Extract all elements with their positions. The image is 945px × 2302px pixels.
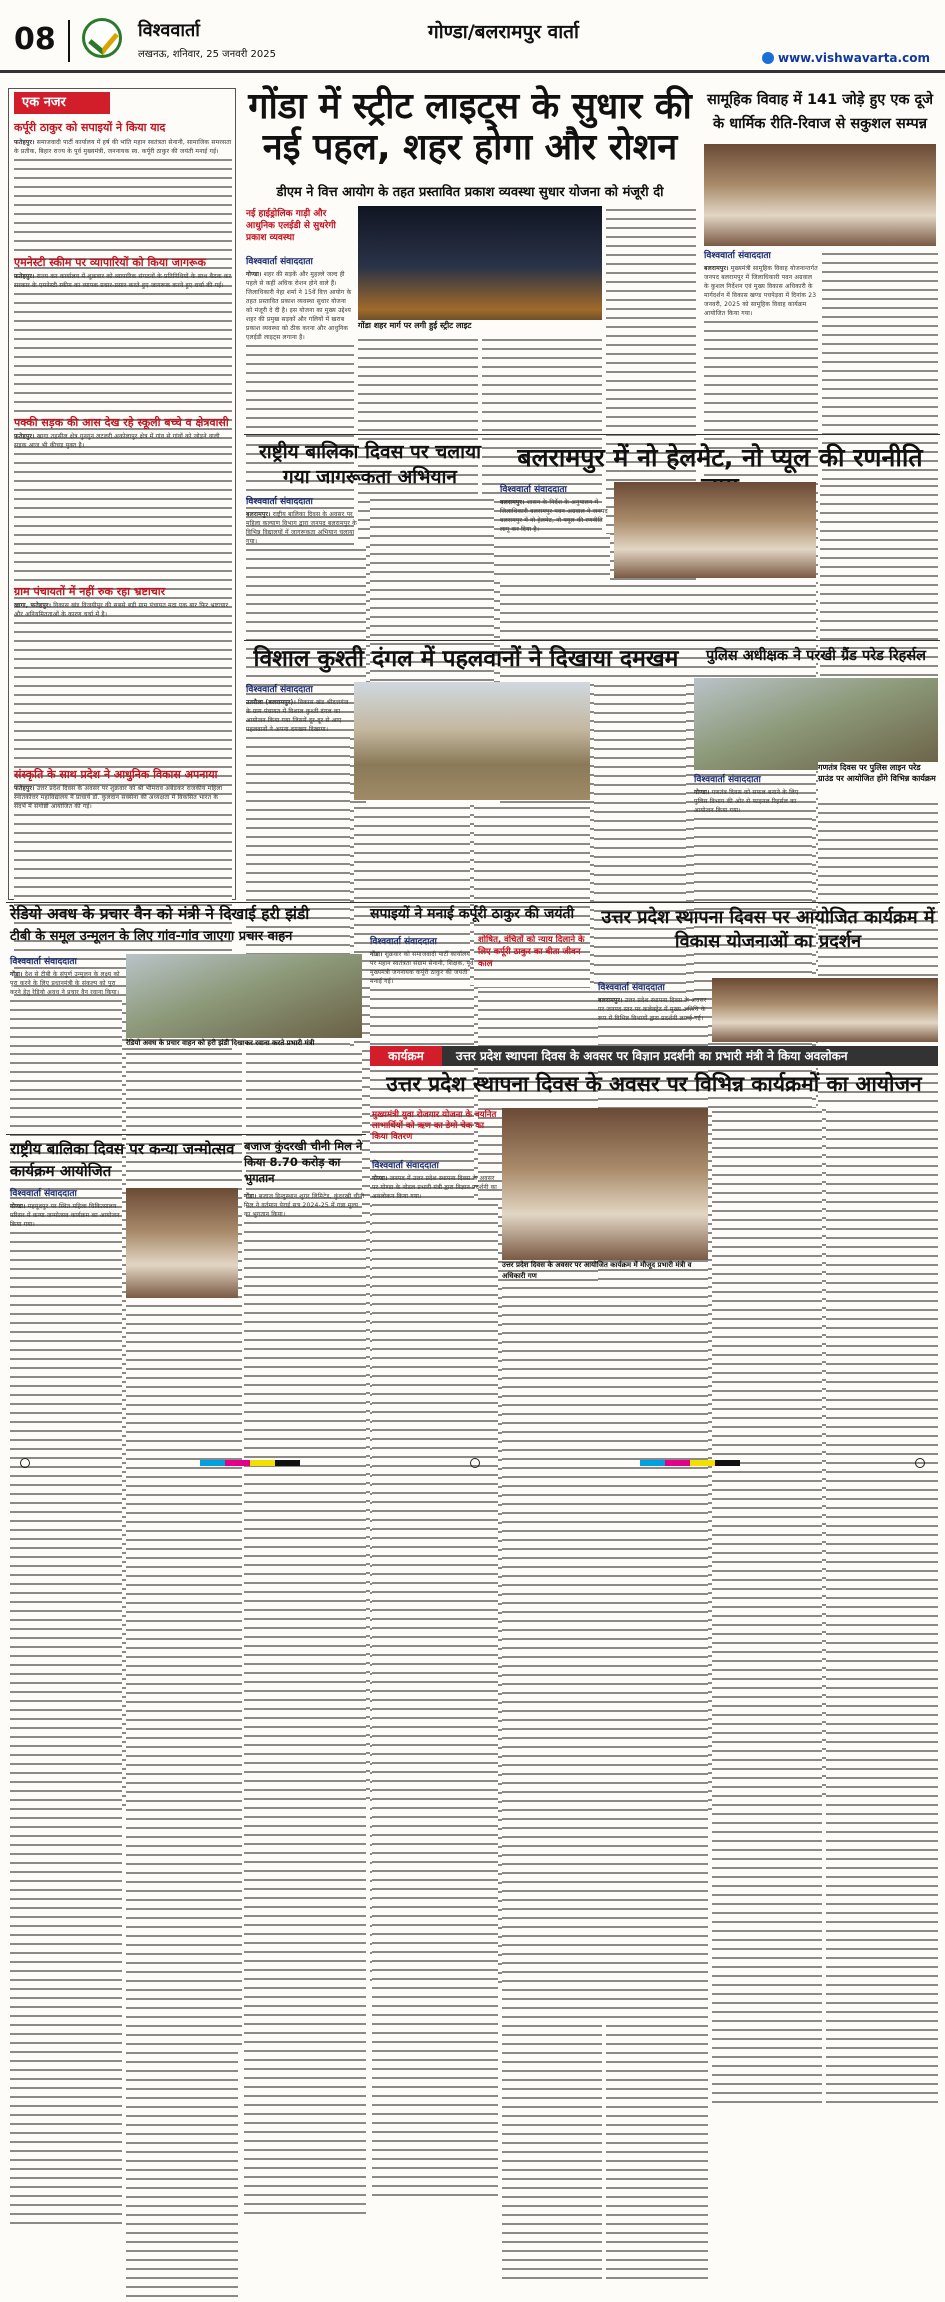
lead-body-cont [482, 336, 602, 428]
registration-mark-icon [20, 1458, 30, 1468]
website-link[interactable]: www.vishwavarta.com [762, 50, 932, 66]
vivah-body-cont [822, 250, 938, 428]
up-diwas-photo [712, 978, 938, 1042]
karyakram-body-cont [502, 1284, 602, 1442]
sidebar-item-title: ग्राम पंचायतों में नहीं रुक रहा भ्रष्टाचार [14, 585, 166, 598]
byline: विश्ववार्ता संवाददाता [694, 775, 761, 785]
cmyk-bar [200, 1460, 300, 1466]
radio-van-photo [126, 954, 362, 1038]
byline: विश्ववार्ता संवाददाता [370, 937, 437, 947]
radio-headline: रेडियो अवध के प्रचार वैन को मंत्री ने दिखाई हरी झंडी [10, 905, 310, 923]
vivah-headline: सामूहिक विवाह में 141 जोड़े हुए एक दूजे के धार्मिक रीति-रिवाज से सकुशल सम्पन्न [706, 92, 934, 132]
helmet-body [500, 498, 610, 578]
parade-photo [694, 678, 938, 770]
ek-nazar-tag: एक नजर [14, 92, 110, 114]
chini-dateline: गोंडा। [244, 1193, 257, 1200]
sidebar-item-text: विकास खंड विजयीपुर की सबसे बड़ी ग्राम पंचायत मदा एक बार फिर भ्रष्टाचार और अनियमितताओं के कारण चर्चा में है। [14, 602, 229, 618]
sidebar-item-text: उत्तर प्रदेश दिवस के अवसर पर शुक्रवार को श्री भीमराव अंबेडकर राजकीय महिला स्नातकोत्तर महाविद्यालय में प्राचार्य डॉ. कुलदान सक्सेना की अध्यक्षता में विकसित भारत के संदर्भ में संगोष्ठी आयोजित की गई। [14, 785, 223, 810]
helmet-text: शासन के निर्देश के अनुपालन में जिलाधिकारी बलरामपुर पवन अग्रवाल ने जनपद बलरामपुर में नो हेलमेट, नो फ्यूल की रणनीति लागू कर दिया है। [500, 499, 608, 533]
registration-mark-icon [915, 1458, 925, 1468]
vivah-dateline: बलरामपुर। [704, 265, 729, 272]
sidebar-item-lead: फतेहपुर। [14, 273, 35, 280]
karyakram-body-cont [826, 1108, 938, 1442]
helmet-body-cont [820, 482, 938, 636]
karyakram-highlight: मुख्यमंत्री युवा रोजगार योजना के वयनित लाभार्थियों को ऋण का डेमो चेक का किया वितरण [372, 1110, 497, 1142]
sidebar-item-title: एमनेस्टी स्कीम पर व्यापारियों को किया जागरूक [14, 256, 207, 269]
parade-dateline: गोण्डा। [694, 789, 710, 796]
byline: विश्ववार्ता संवाददाता [246, 685, 313, 695]
karpoori-body [370, 950, 474, 1042]
parade-caption: गणतंत्र दिवस पर पुलिस लाइन परेड ग्राउंड पर आयोजित होंगे विभिन्न कार्यक्रम [818, 762, 938, 796]
dateline: लखनऊ, शनिवार, 25 जनवरी 2025 [138, 49, 276, 60]
lead-body-cont [358, 336, 478, 428]
divider [6, 902, 940, 903]
header-rule [0, 70, 945, 73]
chini-headline: बजाज कुंदरखी चीनी मिल ने किया 8.70 करोड़ का भुगतान [244, 1139, 363, 1185]
byline: विश्ववार्ता संवाददाता [372, 1161, 439, 1171]
mass-wedding-photo [704, 144, 936, 246]
lead-dateline: गोण्डा। [246, 271, 262, 278]
helmet-dateline: बलरामपुर। [500, 499, 525, 506]
kanya-headline: राष्ट्रीय बालिका दिवस पर कन्या जन्मोत्सव कार्यक्रम आयोजित [10, 1140, 235, 1180]
karyakram-body [372, 1174, 498, 1442]
byline: विश्ववार्ता संवाददाता [246, 257, 313, 267]
karpoori-dateline: गोंडा। [370, 951, 383, 958]
karyakram-bar: उत्तर प्रदेश स्थापना दिवस के अवसर पर विज्ञान प्रदर्शनी का प्रभारी मंत्री ने किया अवलोकन [370, 1046, 938, 1066]
byline: विश्ववार्ता संवाददाता [704, 251, 771, 261]
byline: विश्ववार्ता संवाददाता [598, 983, 665, 993]
karyakram-headline: उत्तर प्रदेश स्थापना दिवस के अवसर पर विभिन्न कार्यक्रमों का आयोजन [386, 1072, 922, 1096]
vivah-body [704, 264, 818, 428]
up-diwas-headline: उत्तर प्रदेश स्थापना दिवस पर आयोजित कार्यक्रम में विकास योजनाओं का प्रदर्शन [601, 907, 935, 952]
karpoori-headline: सपाइयों ने मनाई कर्पूरी ठाकुर की जयंती [370, 906, 575, 922]
radio-text: देश से टीबी के संपूर्ण उन्मूलन के लक्ष्य को पूरा करने के लिए प्रधानमंत्री के संकल्प को पूरा करने हेतु रेडियो अवध ने प्रचार वैन रवाना किया। [10, 971, 120, 996]
lead-body [246, 270, 354, 428]
balika-body [246, 510, 366, 636]
chini-text: बजाज हिन्दुस्थान शुगर लिमिटेड, कुंदरखी चीनी मिल ने वर्तमान पेराई सत्र 2024-25 में गन्ना मूल्य का भुगतान किया। [244, 1193, 365, 1218]
lead-highlight: नई हाईड्रोलिक गाड़ी और आधुनिक एलईडी से सुधरेगी प्रकाश व्यवस्था [246, 209, 336, 243]
radio-subhead: टीबी के समूल उन्मूलन के लिए गांव-गांव जाएगा प्रचार वाहन [10, 929, 293, 944]
balika-text: राष्ट्रीय बालिका दिवस के अवसर पर महिला कल्याण विभाग द्वारा जनपद बलरामपुर के विभिन्न विद्यालयों में जागरूकता अभियान चलाया गया। [246, 511, 357, 545]
karyakram-text: जनपद में उत्तर प्रदेश स्थापना दिवस के अवसर पर गोण्डा के नोडल प्रभारी मंत्री द्वारा विज्ञान प्रदर्शनी का अवलोकन किया गया। [372, 1175, 497, 1200]
kushti-headline: विशाल कुश्ती दंगल में पहलवानों ने दिखाया दमखम [253, 646, 679, 672]
divider [244, 640, 940, 641]
sidebar-item-text: समाजवादी पार्टी कार्यालय में हर्ष की भांति महान स्वतंत्रता सेनानी, सामाजिक समरसता के प्रतीक, बिहार राज्य के पूर्व मुख्यमंत्री, जननायक स्व. कर्पूरी ठाकुर की जयंती मनाई गई। [14, 139, 232, 155]
kanya-body-cont [126, 1302, 238, 1442]
brand-name: विश्ववार्ता [138, 20, 200, 41]
sidebar-item-title: संस्कृति के साथ प्रदेश ने आधुनिक विकास अपनाया [14, 768, 218, 781]
byline: विश्ववार्ता संवाददाता [500, 485, 567, 495]
byline: विश्ववार्ता संवाददाता [246, 497, 313, 507]
radio-body-cont [126, 1050, 242, 1130]
sidebar-item-body [14, 601, 232, 763]
wrestling-photo [354, 682, 590, 800]
karyakram-body-cont [712, 1108, 822, 1442]
kushti-body-cont [474, 804, 590, 894]
meeting-photo [614, 482, 816, 578]
kanya-body [10, 1202, 122, 1442]
helmet-headline: बलरामपुर में नो हेलमेट, नो प्यूल की रणनीति [517, 443, 923, 472]
karyakram-photo [502, 1108, 708, 1260]
vivah-text: मुख्यमंत्री सामूहिक विवाह योजनान्तर्गत जनपद बलरामपुर में जिलाधिकारी पवन अग्रवाल के कुशल निर्देशन एवं मुख्य विकास अधिकारी के मार्गदर्शन में विकास खण्ड पचपेड़वा में दिनांक 23 जनवरी, 2025 को सामूहिक विवाह कार्यक्रम आयोजित किया गया। [704, 265, 818, 317]
sidebar-item-text: खागा तहसील क्षेत्र गुनगुन लटलरी अकोलापुर क्षेत्र में गांव से गांवों को जोड़ने वाली सड़क आज भी कीचड़ युक्त है। [14, 433, 220, 449]
sidebar-item-lead: खागा, फतेहपुर। [14, 602, 52, 609]
karpoori-body-cont [478, 988, 594, 1042]
sidebar-item-text: राज्य कर कार्यालय में शुक्रवार को व्यापारिक संगठनों के प्रतिनिधियों के साथ बैठक कर सरकार के एमनेस्टी स्कीम का व्यापक प्रचार-प्रसार करते हुए जागरूक करने हुए चर्चा की गई। [14, 273, 232, 289]
radio-dateline: गोंडा। [10, 971, 23, 978]
parade-body [694, 788, 812, 894]
kushti-text: विकास खंड श्रीदत्तगंज के ग्राम पंचायत में विशाल कुश्ती दंगल का आयोजन किया गया जिसमें दूर-दूर से आए पहलवानों ने अपना दमखम दिखाया। [246, 699, 349, 733]
page-number: 08 [14, 22, 56, 57]
karyakram-dateline: गोण्डा। [372, 1175, 388, 1182]
kanya-photo [126, 1188, 238, 1298]
karpoori-text: शुक्रवार को समाजवादी पार्टी कार्यालय पर महान स्वतंत्रता संग्राम सेनानी, शिक्षक, पूर्व मुख्यमंत्री जननायक कर्पूरी ठाकुर की जयंती मनाई गई। [370, 951, 474, 985]
helmet-body-cont [500, 582, 816, 636]
print-color-strip [0, 1452, 945, 1474]
balika-diwas-headline: राष्ट्रीय बालिका दिवस पर चलाया गया जागरूकता अभियान [258, 441, 482, 488]
up-diwas-dateline: बलरामपुर। [598, 997, 623, 1004]
karyakram-body-cont [606, 1284, 708, 1442]
karpoori-highlight: शोषित, वंचितों को न्याय दिलाने के लिए कर्पूरी ठाकुर का बीता जीवन काल [478, 935, 585, 969]
kushti-body-cont [594, 682, 686, 894]
sidebar-item-title: पक्की सड़क की आस देख रहे स्कूली बच्चे व क्षेत्रवासी [14, 416, 229, 429]
kushti-body [246, 698, 350, 894]
parade-headline: पुलिस अधीक्षक ने परखी ग्रैंड परेड रिहर्सल [706, 648, 926, 664]
section-title: गोण्डा/बलरामपुर वार्ता [428, 21, 579, 43]
radio-body-cont [246, 1050, 362, 1130]
header-divider [68, 20, 70, 62]
photo-caption: गोंडा शहर मार्ग पर लगी हुई स्ट्रीट लाइट [358, 320, 602, 332]
parade-text: गणतंत्र दिवस को सफल बनाने के लिए पुलिस विभाग की ओर से फाइनल रिहर्सल का आयोजन किया गया। [694, 789, 799, 814]
kushti-body-cont [354, 804, 470, 894]
sidebar-item-body [14, 432, 232, 580]
divider [6, 1134, 366, 1135]
sidebar-item-body [14, 138, 232, 250]
sidebar-item-body [14, 272, 232, 410]
balika-dateline: बलरामपुर। [246, 511, 271, 518]
karyakram-tag: कार्यक्रम [370, 1046, 442, 1066]
divider [244, 434, 940, 435]
up-diwas-text: उत्तर प्रदेश स्थापना दिवस के अवसर पर जनपद स्तर पर कलेक्ट्रेट में मुख्य अतिथि के रूप में विभिन्न विभागों द्वारा प्रदर्शनी लगाई गई। [598, 997, 707, 1022]
chini-body [244, 1192, 366, 1442]
lead-subhead: डीएम ने वित्त आयोग के तहत प्रस्तावित प्रकाश व्यवस्था सुधार योजना को मंजूरी दी [276, 185, 664, 200]
up-diwas-body [598, 996, 708, 1042]
vishwavarta-logo-icon [82, 18, 122, 58]
street-light-photo [358, 206, 602, 328]
registration-mark-icon [470, 1458, 480, 1468]
sidebar-item-lead: फतेहपुर। [14, 433, 35, 440]
sidebar-item-lead: फतेहपुर। [14, 785, 35, 792]
parade-body-cont [818, 800, 938, 894]
lead-text: शहर की सड़कें और मुहल्ले जल्द ही पहले से कहीं अधिक रोशन होने वाले हैं। जिलाधिकारी नेहा शर्मा ने 15वें वित्त आयोग के तहत प्रस्तावित प्रकाश व्यवस्था सुधार योजना को मंजूरी दे दी है। इस योजना का मुख्य उद्देश्य शहर की प्रमुख सड़कों और गलियों में खराब प्रकाश व्यवस्था को ठीक करना और आधुनिक एलईडी लाइट्स लगाना है। [246, 271, 352, 341]
sidebar-item-title: कर्पूरी ठाकुर को सपाइयों ने किया याद [14, 121, 166, 134]
cmyk-bar [640, 1460, 740, 1466]
kanya-dateline: गोण्डा। [10, 1203, 26, 1210]
photo-caption: रेडियो अवध के प्रचार वाहन को हरी झंडी दिखाकर रवाना करते प्रभारी मंत्री [126, 1039, 315, 1047]
radio-body-cont [10, 1050, 122, 1130]
kushti-dateline: उतरौला (बलरामपुर)। [246, 699, 296, 706]
lead-body-cont [606, 206, 696, 428]
balika-body-cont [370, 496, 494, 636]
sidebar-item-body [14, 784, 232, 894]
radio-body [10, 970, 122, 1046]
kanya-text: महमूदपुर पर स्थित महिला चिकित्सालय परिसर में कन्या जन्मोत्सव कार्यक्रम का आयोजन किया गया। [10, 1203, 120, 1228]
byline: विश्ववार्ता संवाददाता [10, 1189, 77, 1199]
photo-caption: उत्तर प्रदेश दिवस के अवसर पर आयोजित कार्यक्रम में मौजूद प्रभारी मंत्री व अधिकारी गण [502, 1261, 692, 1280]
lead-headline: गोंडा में स्ट्रीट लाइट्स के सुधार की नई पहल, शहर होगा और रोशन [248, 86, 692, 169]
byline: विश्ववार्ता संवाददाता [10, 957, 77, 967]
sidebar-item-lead: फतेहपुर। [14, 139, 35, 146]
